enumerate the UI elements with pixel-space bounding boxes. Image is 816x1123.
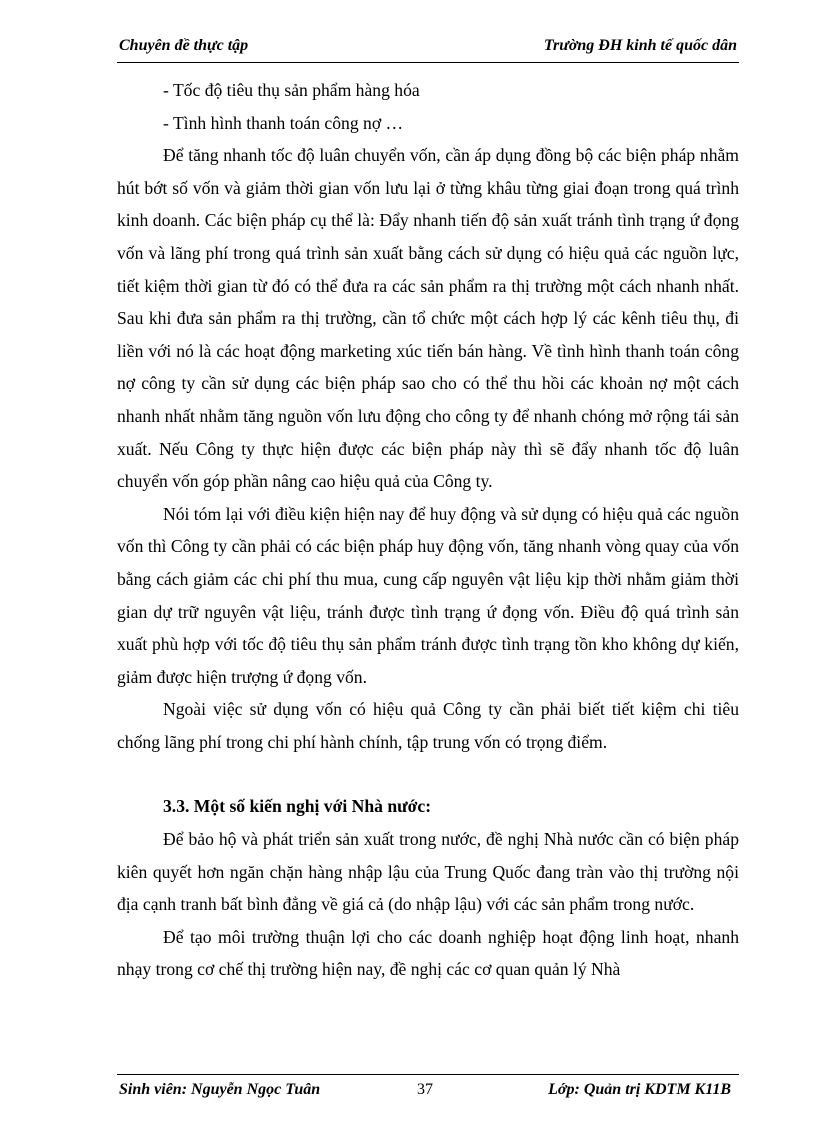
page-number: 37	[417, 1081, 433, 1098]
page-body	[117, 74, 739, 986]
page-header	[117, 34, 739, 63]
paragraph: Để bảo hộ và phát triển sản xuất trong nước, đề nghị Nhà nước cần có biện pháp kiên quyết hơn ngăn chặn hàng nhập lậu của Trung Quốc đang tràn vào thị trường nội địa cạnh tranh bất bình đẳng về giá cả (do nhập lậu) với các sản phẩm trong nước.	[117, 829, 739, 915]
footer-class: Lớp: Quản trị KDTM K11B	[548, 1081, 731, 1098]
header-document-type: Chuyên đề thực tập	[119, 37, 249, 54]
page-footer	[117, 1074, 739, 1105]
paragraph: Ngoài việc sử dụng vốn có hiệu quả Công ty cần phải biết tiết kiệm chi tiêu chống lãng phí trong chi phí hành chính, tập trung vốn có trọng điểm.	[117, 699, 739, 752]
bullet-item: - Tốc độ tiêu thụ sản phẩm hàng hóa	[163, 80, 420, 100]
bullet-item: - Tình hình thanh toán công nợ …	[163, 112, 404, 133]
paragraph: Nói tóm lại với điều kiện hiện nay để huy động và sử dụng có hiệu quả các nguồn vốn thì Công ty cần phải có các biện pháp huy động vốn, tăng nhanh vòng quay của vốn bằng cách giảm các chi phí thu mua, cung cấp nguyên vật liệu kịp thời nhằm giảm thời gian dự trữ nguyên vật liệu, tránh được tình trạng ứ đọng vốn. Điều độ quá trình sản xuất phù hợp với tốc độ tiêu thụ sản phẩm tránh được tình trạng tồn kho không dự kiến, giảm được hiện trượng ứ đọng vốn.	[117, 503, 739, 687]
section-heading: 3.3. Một số kiến nghị với Nhà nước:	[163, 796, 432, 817]
header-university: Trường ĐH kinh tế quốc dân	[543, 37, 737, 54]
paragraph: Để tăng nhanh tốc độ luân chuyển vốn, cần áp dụng đồng bộ các biện pháp nhằm hút bớt số vốn và giảm thời gian vốn lưu lại ở từng khâu từng giai đoạn trong quá trình kinh doanh. Các biện pháp cụ thể là: Đẩy nhanh tiến độ sản xuất tránh tình trạng ứ đọng vốn và lãng phí trong quá trình sản xuất bằng cách sử dụng có hiệu quả các nguồn lực, tiết kiệm thời gian từ đó có thể đưa ra các sản phẩm ra thị trường một cách nhanh nhất. Sau khi đưa sản phẩm ra thị trường, cần tổ chức một cách hợp lý các kênh tiêu thụ, đi liền với nó là các hoạt động marketing xúc tiến bán hàng. Về tình hình thanh toán công nợ công ty cần sử dụng các biện pháp sao cho có thể thu hồi các khoản nợ một cách nhanh nhất nhằm tăng nguồn vốn lưu động cho công ty để nhanh chóng mở rộng tái sản xuất. Nếu Công ty thực hiện được các biện pháp này thì sẽ đẩy nhanh tốc độ luân chuyển vốn góp phần nâng cao hiệu quả của Công ty.	[117, 145, 739, 492]
footer-student-name: Sinh viên: Nguyễn Ngọc Tuân	[119, 1081, 321, 1098]
paragraph: Để tạo môi trường thuận lợi cho các doanh nghiệp hoạt động linh hoạt, nhanh nhạy trong cơ chế thị trường hiện nay, đề nghị các cơ quan quản lý Nhà	[117, 926, 739, 980]
